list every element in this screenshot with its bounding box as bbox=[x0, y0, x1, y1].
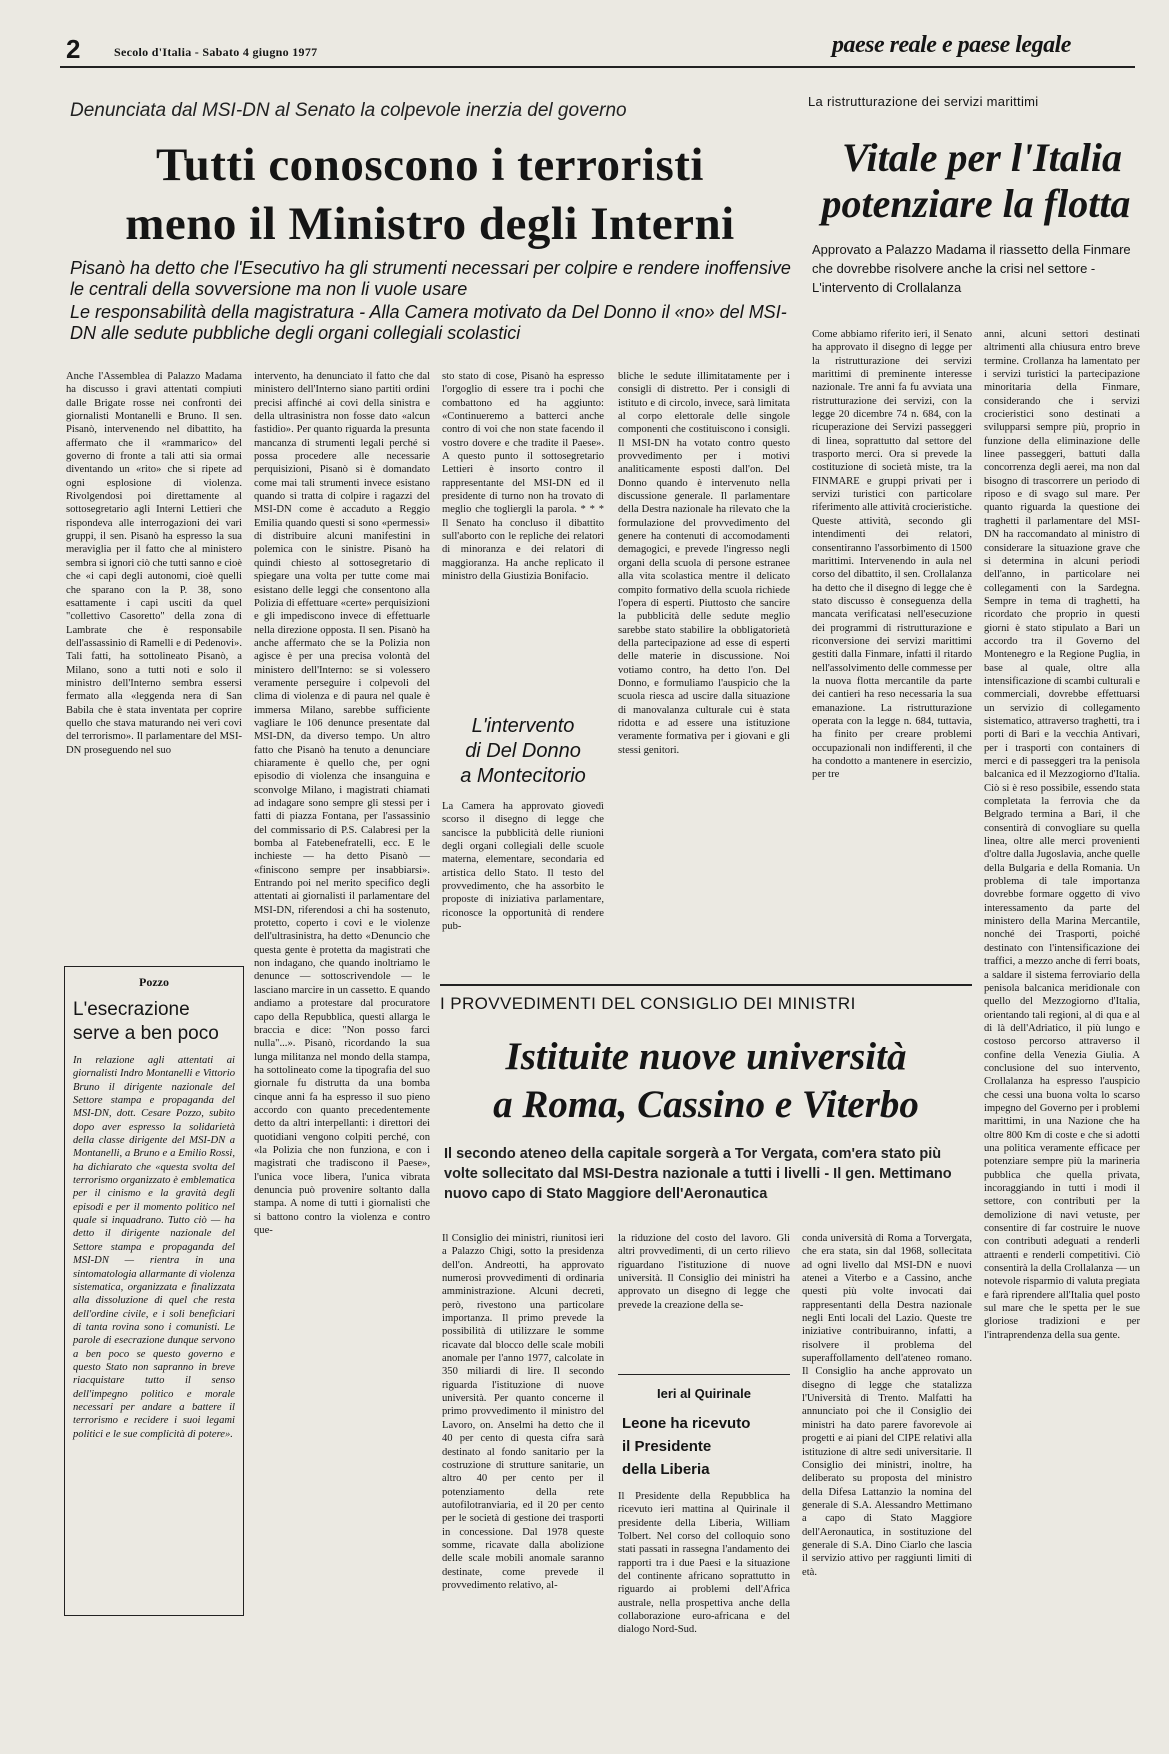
terrorism-body-column-3: sto stato di cose, Pisanò ha espresso l'orgoglio di essere tra i pochi che combattono ed ha aggiunto: «Continueremo a batterci anche contro di voi che non state facendo il vostro dovere e che tradite il Paese». A questo punto il sottosegretario Lettieri è insorto contro il rappresentante del MSI-DN ed il presidente di turno non ha trovato di meglio che togliergli la parola. * * * Il Senato ha concluso il dibattito sull'aborto con le repliche dei relatori di minoranza e dei relatori di maggioranza. Ha anche replicato il ministro della Giustizia Bonifacio. bbox=[442, 371, 604, 583]
quirinale-headline-line-1: Leone ha ricevuto bbox=[622, 1415, 751, 1432]
del-donno-subhead-line-2: di Del Donno bbox=[465, 740, 581, 762]
navy-headline-line-2: potenziare la flotta bbox=[821, 181, 1131, 226]
terrorism-deck-1: Pisanò ha detto che l'Esecutivo ha gli strumenti necessari per colpire e rendere inoffensive le centrali della sovversione ma non li vuole usare bbox=[70, 258, 791, 299]
navy-headline-line-1: Vitale per l'Italia bbox=[841, 135, 1123, 180]
terrorism-kicker: Denunciata dal MSI-DN al Senato la colpevole inerzia del governo bbox=[70, 100, 627, 121]
quirinale-top-rule bbox=[618, 1374, 790, 1375]
universities-body-column-2: la riduzione del costo del lavoro. Gli altri provvedimenti, di un certo rilievo riguardano l'istituzione di nuove università. Il Consiglio dei ministri ha approvato un disegno di legge che prevede la creazione della se- bbox=[618, 1233, 790, 1311]
universities-top-rule bbox=[440, 984, 972, 986]
pozzo-label: Pozzo bbox=[139, 975, 169, 989]
del-donno-subhead bbox=[442, 714, 604, 789]
page-number: 2 bbox=[66, 34, 81, 64]
quirinale-body: Il Presidente della Repubblica ha ricevuto ieri mattina al Quirinale il presidente della Liberia, William Tolbert. Nel corso del colloquio sono stati passati in rassegna l'andamento dei rapporti tra i due Paesi e la situazione del continente africano soprattutto in riguardo ai problemi dell'Africa australe, nella prospettiva anche della collaborazione euro-africana e del dialogo Nord-Sud. bbox=[618, 1491, 790, 1636]
quirinale-headline-line-3: della Liberia bbox=[622, 1461, 710, 1478]
del-donno-subhead-line-3: a Montecitorio bbox=[460, 765, 586, 787]
terrorism-body-column-1: Anche l'Assemblea di Palazzo Madama ha discusso i gravi attentati compiuti dalle Brigate rosse nei confronti dei giornalisti Montanelli e Bruno. Il sen. Pisanò, intervenendo nel dibattito, ha affermato che il «rammarico» del governo di fronte a tali atti sia ormai diventando un «rito» che si ripete ad ogni esplosione di violenza. Rivolgendosi poi direttamente al sottosegretario agli Interni Lettieri che rispondeva alle interrogazioni dei vari gruppi, il sen. Pisanò ha espresso la sua meraviglia per il fatto che al ministero sembra si ignori ciò che tutti sanno e cioè che «i capi degli autonomi, cioè quelli che sparano con la P. 38, sono esattamente i capi usciti da quel "collettivo Casoretto" della zona di Lambrate che è responsabile dell'assassinio di Ramelli e di Pedenovi». Tali fatti, ha sottolineato Pisanò, a Milano, sono a tutti noti e solo il ministro dell'Interno sembra essersi fermato alla «leggenda nera di San Babila che è stata inventata per coprire quello che stava maturando nei veri covi del terrorismo». Il parlamentare del MSI-DN proseguendo nel suo bbox=[66, 371, 242, 756]
quirinale-headline bbox=[622, 1412, 790, 1481]
section-title: paese reale e paese legale bbox=[832, 32, 1071, 58]
quirinale-kicker: Ieri al Quirinale bbox=[657, 1386, 751, 1401]
universities-headline-line-2: a Roma, Cassino e Viterbo bbox=[493, 1083, 919, 1126]
masthead-rule bbox=[60, 66, 1135, 68]
pozzo-box bbox=[64, 966, 244, 1616]
paper-date-line: Secolo d'Italia - Sabato 4 giugno 1977 bbox=[114, 45, 318, 59]
universities-deck: Il secondo ateneo della capitale sorgerà a Tor Vergata, com'era stato più volte sollecitato dal MSI-Destra nazionale a tutti i livelli - Il gen. Mettimano nuovo capo di Stato Maggiore dell'Aeronautica bbox=[444, 1146, 952, 1202]
universities-kicker: I PROVVEDIMENTI DEL CONSIGLIO DEI MINISTRI bbox=[440, 994, 856, 1013]
terrorism-body-column-4: bliche le sedute illimitatamente per i consigli di distretto. Per i consigli di istituto e di circolo, invece, sarà limitata al corpo elettorale delle singole componenti che costituiscono i consigli. Il MSI-DN ha votato contro questo provvedimento per i motivi analiticamente esposti dall'on. Del Donno quando è intervenuto nella discussione generale. Il parlamentare della Destra nazionale ha rilevato che la formulazione del provvedimento del genere ha contenuti di accomodamenti demagogici, e prevede l'ingresso negli organi della scuola di persone estranee alla vita scolastica mentre il delicato compito formativo della scuola richiede l'opera di esperti. Piuttosto che sancire la pubblicità delle sedute meglio sarebbe stato stabilire la obbligatorietà della partecipazione ad esse di esperti delle materie in discussione. Noi votiamo contro, ha detto l'on. Del Donno, e formuliamo l'auspicio che la scuola riesca ad uscire dalla situazione di manovalanza culturale cui è stata ridotta e ad essere una istituzione veramente formativa per i giovani e gli stessi genitori. bbox=[618, 371, 790, 756]
universities-body-column-1: Il Consiglio dei ministri, riunitosi ieri a Palazzo Chigi, sotto la presidenza dell'on. Andreotti, ha approvato numerosi provvedimenti di ordinaria amministrazione. Alcuni decreti, però, rivestono una particolare importanza. Il primo prevede la possibilità di utilizzare le somme ricavate dal blocco delle scale mobili anomale per l'anno 1977, calcolate in 350 miliardi di lire. Il secondo riguarda l'istituzione di nuove università. Per quanto concerne il primo provvedimento il ministro del Lavoro, on. Anselmi ha detto che il 40 per cento di questa cifra sarà destinato al fondo sanitario per la costruzione di strutture sanitarie, un altro 40 per cento per il potenziamento della rete autofilotranviaria, ed il 20 per cento per le società di gestione dei trasporti in concessione. Dal 1978 queste somme, ricavate dalla abolizione delle scale mobili anomale saranno destinate, come prevede il provvedimento relativo, al- bbox=[442, 1233, 604, 1591]
del-donno-body: La Camera ha approvato giovedì scorso il disegno di legge che sancisce la pubblicità delle riunioni degli organi collegiali delle scuole materna, elementare, secondaria ed artistica dello Stato. Il testo del provvedimento, che ha assorbito le proposte di iniziativa parlamentare, riconosce la opportunità di rendere pub- bbox=[442, 801, 604, 933]
terrorism-headline-line-1: Tutti conoscono i terroristi bbox=[156, 139, 704, 191]
navy-deck: Approvato a Palazzo Madama il riassetto della Finmare che dovrebbe risolvere anche la crisi nel settore - L'intervento di Crollalanza bbox=[812, 242, 1131, 295]
pozzo-body: In relazione agli attentati ai giornalisti Indro Montanelli e Vittorio Bruno il dirigente nazionale del Settore stampa e propaganda del MSI-DN, dott. Cesare Pozzo, subito dopo aver espresso la solidarietà della classe dirigente del MSI-DN a Montanelli, a Bruno e a Emilio Rossi, ha dichiarato che «questa svolta del terrorismo organizzato è emblematica per il cinismo e la gravità degli episodi e per il momento politico nel quale si inquadrano. Tutto ciò — ha detto il dirigente nazionale del Settore stampa e propaganda del MSI-DN — rientra in una sintomatologia allarmante di violenza sistematica, organizzata e finalizzata alla dissoluzione di quel che resta dell'ordine civile, e i soli beneficiari di tanta rovina sono i comunisti. Le parole di esecrazione dunque servono a ben poco se questo governo e questo Stato non sapranno in breve riacquistare tutto il senso dell'impegno politico e morale necessari per andare a battere il terrorismo e recidere i suoi legami politici e le sue complicità di potere». bbox=[73, 1055, 235, 1440]
navy-kicker: La ristrutturazione dei servizi marittimi bbox=[808, 94, 1039, 109]
terrorism-body-column-2: intervento, ha denunciato il fatto che dal ministero dell'Interno siano partiti ordini precisi affinché ai covi della sinistra e della ultrasinistra non fosse dato «alcun fastidio». Per quanto riguarda la presunta mancanza di strumenti legali perché si possa procedere alle necessarie perquisizioni, Pisanò si è domandato come mai tali strumenti invece esistano quando si tratta di colpire i ragazzi del MSI-DN come è accaduto a Reggio Emilia quando questi si sono «permessi» di distribuire alcuni manifestini in polemica con le sinistre. Pisanò ha quindi chiesto al sottosegretario di spiegare una volta per tutte come mai esistano delle leggi che consentono alla Polizia di effettuare «certe» perquisizioni e gli impediscono invece di effettuarle nella direzione opposta. Il sen. Pisanò ha anche affermato che se la Polizia non agisce è per una precisa volontà del ministero dell'Interno: se si volessero veramente perseguire i colpevoli del clima di violenza e di paura nel quale è immersa Milano, sarebbe sufficiente vagliare le 106 denunce presentate dal MSI-DN, da diverso tempo. Un altro fatto che Pisanò ha tenuto a denunciare chiaramente è quello che, per ogni episodio di violenza che insanguina e sconvolge Milano, i magistrati chiamati ad indagare sono sempre gli stessi per i fatti di piazza Fontana, per l'assassinio del commissario di P.S. Calabresi per la bomba al Fatebenefratelli, ecc. E le inchieste — ha detto Pisanò — «finiscono sempre per insabbiarsi». Entrando poi nel merito specifico degli attentati ai giornalisti il parlamentare del MSI-DN, riferendosi a chi ha sostenuto, protetto, coperto i covi e le violenze dell'ultrasinistra, ha detto «Denuncio che questa gente è protetta da magistrati che non indagano, che quando inoltriamo le denunce — sottoscrivendole — le lasciano marcire in un cassetto. E quando andiamo a protestare dal procuratore capo della Repubblica, questi allarga le braccia e dice: "Non posso farci nulla"...». Pisanò, ricordando la sua lunga militanza nel mondo della stampa, ha sottolineato come la tipografia del suo giornale fu distrutta da una bomba cinque anni fa ha espresso il suo pieno accordo con quanto precedentemente detto da altri interpellanti: i direttori dei quotidiani vengono colpiti perché, con «la Polizia che non funziona, e con i magistrati che tradiscono il Paese», l'unica voce libera, l'unica vibrata denuncia può provenire soltanto dalla stampa. A nome di tutti i giornalisti che si battono contro la violenza e contro que- bbox=[254, 371, 430, 1236]
terrorism-deck-2: Le responsabilità della magistratura - Alla Camera motivato da Del Donno il «no» del MSI-DN alle sedute pubbliche degli organi collegiali scolastici bbox=[70, 302, 787, 343]
universities-body-column-3: conda università di Roma a Torvergata, che era stata, sin dal 1968, sollecitata ad ogni livello dal MSI-DN e nuovi atenei a Viterbo e a Cassino, anche questi più volte invocati dai rappresentanti della Destra nazionale negli Enti locali del Lazio. Queste tre iniziative contribuiranno, infatti, a risolvere il problema del superaffollamento dell'ateneo romano. Il Consiglio ha anche approvato un disegno di legge che statalizza l'Università di Trento. Malfatti ha annunciato poi che il Consiglio dei ministri ha dato parere favorevole ai progetti e ai piani del CIPE relativi alla istituzione di altre sedi universitarie. Il Consiglio dei ministri, inoltre, ha deliberato su proposta del ministro della Difesa Lattanzio la nomina del generale di S.A. Alessandro Mettimano a capo di Stato Maggiore dell'Aeronautica, in sostituzione del generale di S.A. Dino Ciarlo che lascia il servizio attivo per raggiunti limiti di età. bbox=[802, 1233, 972, 1578]
quirinale-headline-line-2: il Presidente bbox=[622, 1438, 712, 1455]
navy-body-column-1: Come abbiamo riferito ieri, il Senato ha approvato il disegno di legge per la ristrutturazione dei servizi marittimi di preminente interesse nazionale. Tre anni fa fu avviata una ristrutturazione dei servizi, con la legge 20 dicembre 74 n. 684, con la ricuperazione dei Servizi passeggeri di linea, soprattutto dal settore del trasporto merci. Ora si prevede la costituzione di società miste, tra la FINMARE e gruppi privati per i servizi turistici con particolare riferimento alle attività crocieristiche. Queste attività, secondo gli intendimenti dei relatori, consentiranno l'assorbimento di 1500 marittimi. Intervenendo in aula nel corso del dibattito, il sen. Crollalanza ha detto che il disegno di legge che è stato discusso è conseguenza della mancata verificatasi nell'esecuzione dei programmi di ristrutturazione e riconversione dei servizi marittimi gestiti dalla Finmare, infatti il ritardo nell'assolvimento delle commesse per la nuova flotta mercantile da parte dei cantieri ha reso necessaria la sua emanazione. La ristrutturazione operata con la legge n. 684, tuttavia, ha finito per creare problemi occupazionali non indifferenti, il che ha condotto a mantenere in esercizio, per tre bbox=[812, 329, 973, 781]
del-donno-subhead-line-1: L'intervento bbox=[471, 715, 575, 737]
navy-body-column-2: anni, alcuni settori destinati altrimenti alla chiusura entro breve termine. Crollanza ha lamentato per i servizi turistici la partecipazione minoritaria della Finmare, considerando che i servizi crocieristici sono destinati a svilupparsi sempre più, proprio in funzione della eliminazione delle linee passeggeri, battuti dalla concorrenza degli aerei, ma non dal bisogno di trascorrere un periodo di riposo e di svago sul mare. Per quanto riguarda la questione dei traghetti il parlamentare del MSI-DN ha raccomandato al ministro di considerare la situazione grave che si determina in alcuni periodi dell'anno, in particolare nei collegamenti con la Sardegna. Sempre in tema di traghetti, ha ricordato che proprio in questi giorni è stato stipulato a Bari un accordo tra il Governo del Montenegro e la Regione Puglia, in base al quale, oltre alla intensificazione di scambi culturali e commerciali, dovrebbe effettuarsi un servizio di collegamento sistematico, attraverso traghetti, tra i porti di Bari e la vecchia Antivari, per i trasporti con containers di merci e di passeggeri tra la penisola balcanica ed il Mezzogiorno d'Italia. Ciò si è reso possibile, essendo stata completata la ferrovia che da Belgrado termina a Bari, il che consentirà di convogliare su quella linea, oltre alle merci provenienti d'oltre dalla Jugoslavia, anche quelle della Bulgaria e della Romania. Un problema di tale importanza dovrebbe formare oggetto di vivo interessamento da parte del ministero della Marina Mercantile, nonché dei Trasporti, poiché destinato con l'intensificazione dei traffici, a mezzo anche di ferri boats, a saldare il sistema ferroviario della penisola balcanica meridionale con quello del Mezzogiorno d'Italia, orientando tali regioni, al di qua e al di là dell'Adriatico, il più lungo e costoso percorso attraverso il confine della Venezia Giulia. A conclusione del suo intervento, Crollalanza ha espresso l'auspicio che cessi una buona volta lo scarso impegno del Governo per i problemi marittimi, in una Nazione che ha oltre 800 Km di coste e che si adotti una politica veramente efficace per potenziare sempre più la marineria pubblica che quella privata, incoraggiando in tutti i modi il settore, con contributi per la demolizione di navi vetuste, per consentire di far costruire le nuove con contributi adeguati a renderli attraenti e renderli competitivi. Ciò consentirà la della Crollalanza — un notevole risparmio di valuta pregiata e farà riprendere all'Italia quel posto sul mare che le spetta per le sue gloriose tradizioni e per l'intraprendenza della sua gente. bbox=[984, 329, 1140, 1341]
terrorism-headline-line-2: meno il Ministro degli Interni bbox=[125, 198, 735, 250]
universities-headline-line-1: Istituite nuove università bbox=[505, 1035, 907, 1078]
pozzo-title: L'esecrazione serve a ben poco bbox=[73, 999, 219, 1044]
